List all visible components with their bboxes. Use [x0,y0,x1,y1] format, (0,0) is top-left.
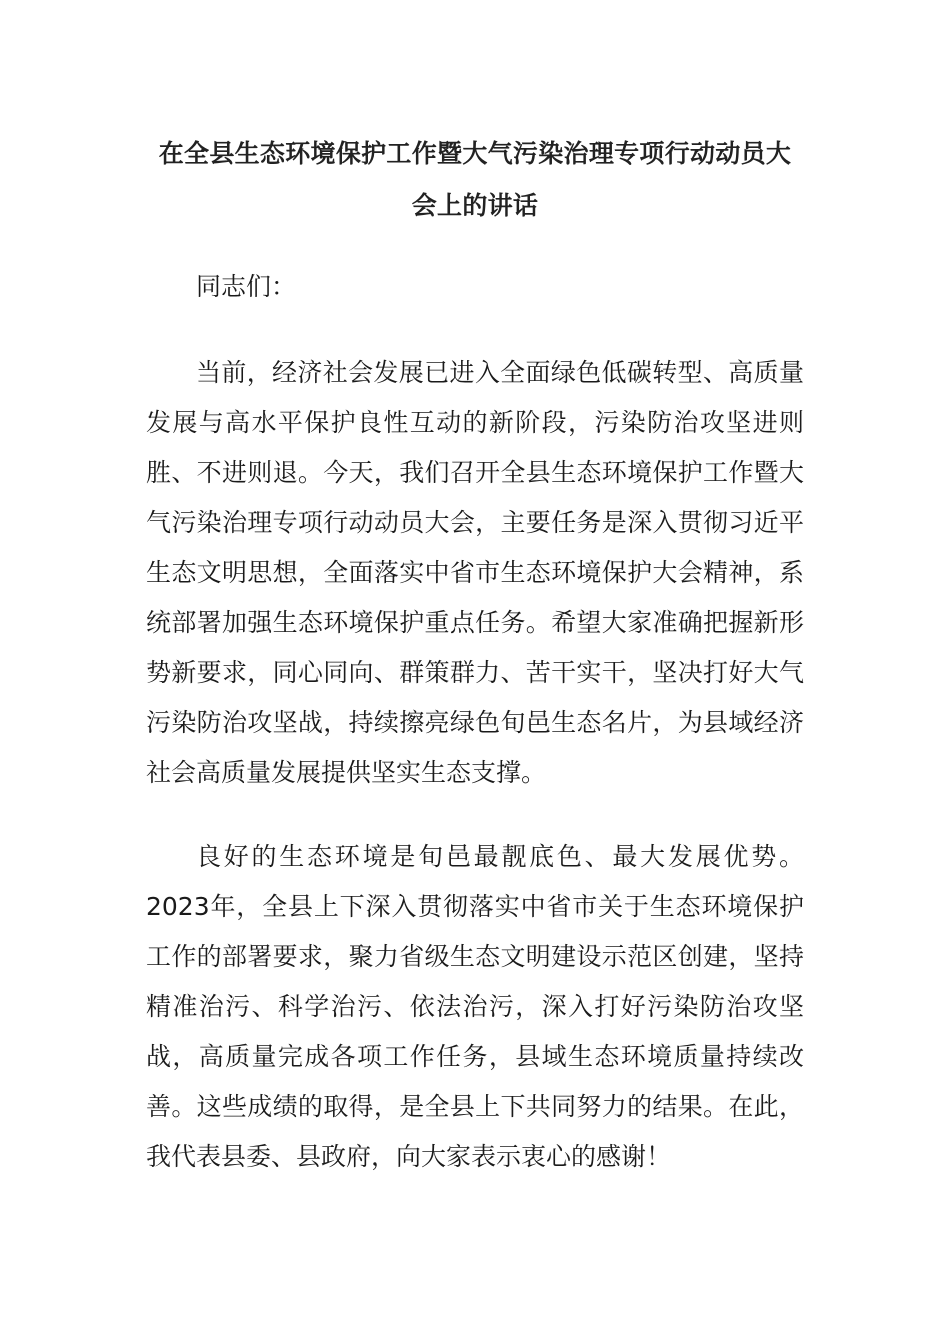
paragraph-2: 良好的生态环境是旬邑最靓底色、最大发展优势。2023年，全县上下深入贯彻落实中省市关于生态环境保护工作的部署要求，聚力省级生态文明建设示范区创建，坚持精准治污、科学治污、依法治污，深入打好污染防治攻坚战，高质量完成各项工作任务，县域生态环境质量持续改善。这些成绩的取得，是全县上下共同努力的结果。在此，我代表县委、县政府，向大家表示衷心的感谢！ [146,842,804,1171]
document-title: 在全县生态环境保护工作暨大气污染治理专项行动动员大会上的讲话 [158,139,792,220]
paragraph-1: 当前，经济社会发展已进入全面绿色低碳转型、高质量发展与高水平保护良性互动的新阶段，污染防治攻坚进则胜、不进则退。今天，我们召开全县生态环境保护工作暨大气污染治理专项行动动员大会，主要任务是深入贯彻习近平生态文明思想，全面落实中省市生态环境保护大会精神，系统部署加强生态环境保护重点任务。希望大家准确把握新形势新要求，同心同向、群策群力、苦干实干，坚决打好大气污染防治攻坚战，持续擦亮绿色旬邑生态名片，为县域经济社会高质量发展提供坚实生态支撑。 [146,358,804,787]
salutation: 同志们： [196,272,297,301]
